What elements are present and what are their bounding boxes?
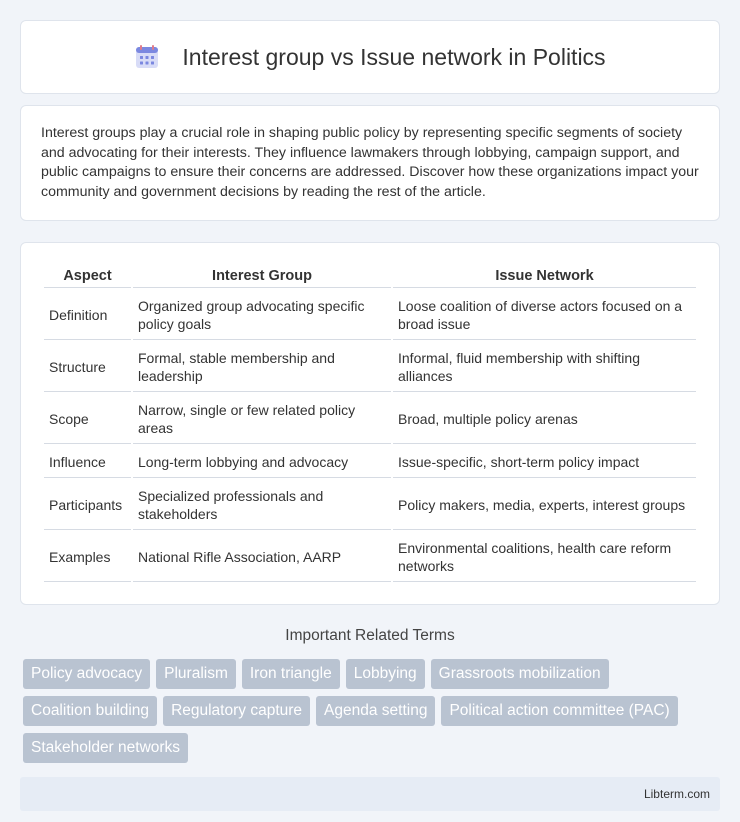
tag-political-action-committee[interactable]: Political action committee (PAC) (441, 696, 677, 726)
comparison-table-card (20, 242, 720, 605)
table-cell-issue-network: Environmental coalitions, health care reform networks (393, 532, 696, 582)
related-terms-section (20, 627, 720, 763)
column-header-aspect: Aspect (44, 265, 131, 288)
table-cell-interest-group: Narrow, single or few related policy areas (133, 394, 391, 444)
tag-coalition-building[interactable]: Coalition building (23, 696, 157, 726)
intro-card (20, 105, 720, 221)
tag-iron-triangle[interactable]: Iron triangle (242, 659, 340, 689)
footer (20, 777, 720, 811)
column-header-issue-network: Issue Network (393, 265, 696, 288)
footer-brand[interactable]: Libterm.com (643, 787, 710, 801)
table-row (44, 342, 696, 392)
table-cell-aspect: Definition (44, 290, 131, 340)
tag-grassroots-mobilization[interactable]: Grassroots mobilization (431, 659, 609, 689)
tag-pluralism[interactable]: Pluralism (156, 659, 236, 689)
tag-policy-advocacy[interactable]: Policy advocacy (23, 659, 150, 689)
table-cell-issue-network: Loose coalition of diverse actors focused on a broad issue (393, 290, 696, 340)
table-cell-interest-group: Organized group advocating specific policy goals (133, 290, 391, 340)
table-row (44, 480, 696, 530)
table-cell-interest-group: Specialized professionals and stakeholders (133, 480, 391, 530)
table-cell-issue-network: Policy makers, media, experts, interest groups (393, 480, 696, 530)
tag-stakeholder-networks[interactable]: Stakeholder networks (23, 733, 188, 763)
table-cell-aspect: Structure (44, 342, 131, 392)
table-row (44, 394, 696, 444)
table-cell-interest-group: Formal, stable membership and leadership (133, 342, 391, 392)
table-cell-interest-group: Long-term lobbying and advocacy (133, 446, 391, 478)
table-cell-interest-group: National Rifle Association, AARP (133, 532, 391, 582)
table-row (44, 532, 696, 582)
intro-text: Interest groups play a crucial role in shaping public policy by representing specific segments of society and advocating for their interests. They influence lawmakers through lobbying, campaign support, and public campaigns to ensure their concerns are addressed. Discover how these organizations impact your community and government decisions by reading the rest of the article. (41, 125, 699, 200)
related-terms-tags (20, 659, 720, 763)
table-header-row (44, 265, 696, 288)
tag-agenda-setting[interactable]: Agenda setting (316, 696, 435, 726)
header-card (20, 20, 720, 94)
tag-lobbying[interactable]: Lobbying (346, 659, 425, 689)
table-cell-aspect: Participants (44, 480, 131, 530)
tag-regulatory-capture[interactable]: Regulatory capture (163, 696, 310, 726)
table-cell-issue-network: Broad, multiple policy arenas (393, 394, 696, 444)
table-row (44, 290, 696, 340)
table-row (44, 446, 696, 478)
column-header-interest-group: Interest Group (133, 265, 391, 288)
page-title: Interest group vs Issue network in Politics (182, 43, 606, 70)
table-cell-aspect: Examples (44, 532, 131, 582)
related-terms-title: Important Related Terms (285, 627, 455, 644)
table-cell-aspect: Scope (44, 394, 131, 444)
calendar-icon (134, 44, 160, 70)
comparison-table (42, 263, 698, 584)
table-cell-aspect: Influence (44, 446, 131, 478)
table-cell-issue-network: Informal, fluid membership with shifting alliances (393, 342, 696, 392)
table-cell-issue-network: Issue-specific, short-term policy impact (393, 446, 696, 478)
